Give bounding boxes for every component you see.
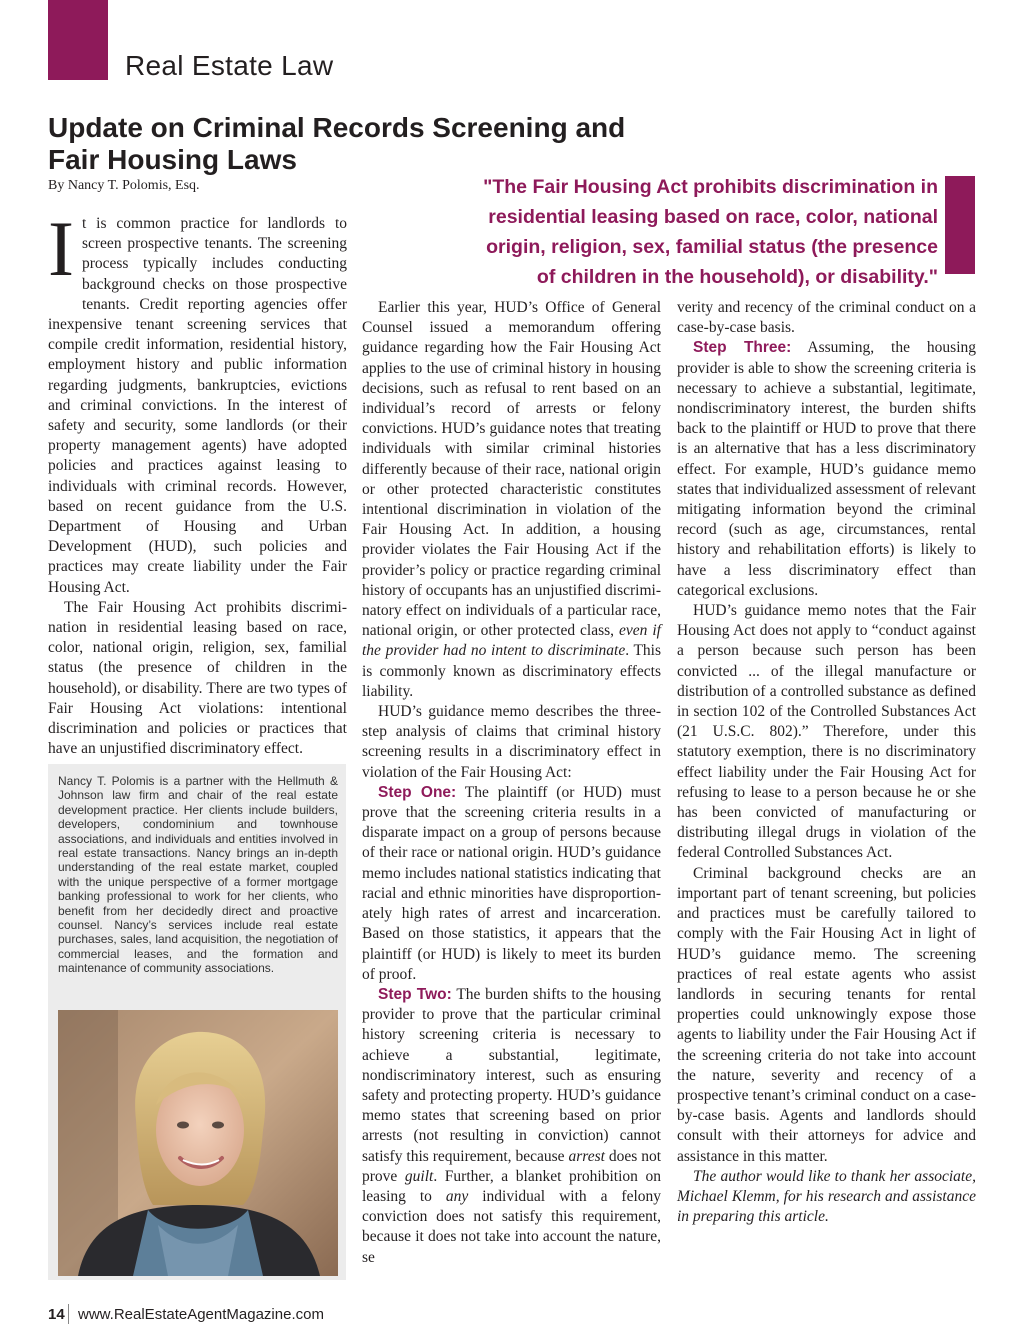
drop-cap: I: [48, 205, 74, 292]
paragraph-text: The plaintiff (or HUD) must prove that the screening criteria results in a disparate impact on a group of persons because of their race or national origin. HUD’s guidance memo includes national statistics indicating that racial and ethnic minorities have disproportionately high rates of arrest and incarceration. Based on those statistics, it appears that the plaintiff (or HUD) is likely to meet its burden of proof.: [362, 783, 661, 983]
paragraph-text: individual with a felony conviction does not satisfy this requirement, because it does not take into account the nature, se: [362, 1187, 662, 1266]
paragraph-text: does not prove: [362, 1147, 662, 1185]
author-photo: [58, 1010, 338, 1276]
section-title: Real Estate Law: [125, 50, 334, 81]
headline-line-1: Update on Criminal Records Screening and: [48, 112, 626, 143]
paragraph-text: Earlier this year, HUD’s Office of General Counsel issued a memorandum offering guidance regarding how the Fair Housing Act applies to the use of criminal history in housing decisions, such as refusal to rent based on an individual’s record of arrests or felony convictions. HUD’s guidance notes that treating individuals with similar criminal histories differently because of their race, national origin or other protected characteristic constitutes intentional discrimination in violation of the Fair Housing Act. In addition, a housing provider violates the Fair Housing Act if the provider’s policy or practice regarding criminal history of occupants has an unjustified discriminatory effect on individuals of a particular race, national origin, or other protected class,: [362, 299, 661, 640]
footer-divider: [68, 1304, 69, 1324]
pull-quote-bar: [945, 176, 975, 274]
emphasis-text: any: [445, 1187, 469, 1205]
step-one-label: Step One:: [378, 783, 457, 801]
paragraph-text: . Further, a blanket prohibition on leasing to: [362, 1167, 661, 1205]
author-portrait-image: [58, 1010, 338, 1276]
paragraph-text: The burden shifts to the housing provider to prove that the particular criminal history screening criteria is necessary to achieve a substantial, legitimate, nondiscriminatory interest, such as ensuring safety and protecting property. HUD’s guidance memo states that screening based on prior arrests (not resulting in conviction) cannot satisfy this requirement, because: [362, 985, 661, 1165]
headline-line-2: Fair Housing Laws: [48, 144, 297, 175]
pull-quote: [372, 172, 938, 292]
acknowledgement-text: The author would like to thank her associate, Michael Klemm, for his research and assistance in preparing this article.: [677, 1167, 976, 1226]
paragraph-text: t is common practice for landlords to screen prospective tenants. The screening process typically includes conducting background checks on those prospective tenants. Credit reporting agencies offer inexpensive tenant screening services that compile credit information, residential history, employment history and public information regarding judgments, bankruptcies, evictions and criminal convictions. In the interest of safety and security, some landlords (or their property management agents) have adopted policies and practices against leasing to individuals with criminal records. However, based on recent guidance from the U.S. Department of Housing and Urban Development (HUD), such policies and practices may create liability under the Fair Housing Act.: [48, 215, 347, 596]
paragraph: HUD’s guidance memo notes that the Fair Housing Act does not apply to “conduct against a person because such person has been convicted ... of the illegal manufacture or distribution of a controlled substance as defined in section 102 of the Controlled Substances Act (21 U.S.C. 802).” Therefore, under this statutory exemption, there is no discriminatory effect liability under the Fair Housing Act for refusing to lease to a person because he or she has been convicted of manufacturing or distributing illegal drugs in violation of the federal Controlled Substances Act.: [677, 602, 976, 862]
paragraph-text: Assuming, the housing provider is able to show the screening criteria is necessary to achieve a substantial, legitimate, nondiscriminatory interest, the burden shifts back to the plaintiff or HUD to prove that there is an alternative that has a less discriminatory effect. For example, HUD’s guidance memo states that individualized assessment of relevant mitigating information beyond the criminal record (such as age, circumstances, rental history and rehabilitation efforts) is likely to have a less discriminatory effect than categorical exclusions.: [677, 339, 976, 599]
article-column-2: [362, 298, 661, 1268]
emphasis-text: arrest: [568, 1147, 605, 1165]
pull-quote-line: "The Fair Housing Act prohibits discrimination in: [483, 176, 938, 198]
article-headline: [48, 112, 748, 176]
byline: By Nancy T. Polomis, Esq.: [48, 178, 200, 193]
footer-website-link[interactable]: www.RealEstateAgentMagazine.com: [78, 1306, 324, 1323]
paragraph: [48, 205, 347, 598]
paragraph: [362, 985, 661, 1268]
emphasis-text: guilt: [404, 1167, 434, 1185]
paragraph: verity and recency of the criminal conduct on a case-by-case basis.: [677, 299, 976, 337]
article-column-1: [48, 205, 347, 759]
acknowledgement: [677, 1167, 976, 1228]
emphasis-text: even if the provider had no intent to discriminate: [362, 622, 661, 660]
paragraph: [362, 783, 661, 985]
step-two-label: Step Two:: [378, 985, 452, 1003]
pull-quote-line: of children in the household), or disability.": [536, 266, 938, 288]
section-color-block: [48, 0, 108, 80]
paragraph: The Fair Housing Act prohibits discrimination in residential leasing based on race, color, national origin, religion, sex, familial status (the presence of children in the household), or disability. There are two types of Fair Housing Act violations: intentional discrimination and policies or practices that have an unjustified discriminatory effect.: [48, 598, 347, 758]
paragraph: [677, 338, 976, 601]
article-column-3: [677, 298, 976, 1227]
step-three-label: Step Three:: [693, 339, 792, 357]
page-number: 14: [48, 1306, 65, 1323]
paragraph: HUD’s guidance memo describes the three-step analysis of claims that criminal history screening results in a discriminatory effect in violation of the Fair Housing Act:: [362, 703, 661, 781]
paragraph-text: . This is commonly known as discriminatory effects liability.: [362, 642, 661, 700]
pull-quote-line: residential leasing based on race, color, national: [488, 206, 938, 228]
paragraph: [362, 298, 661, 702]
author-bio-text: Nancy T. Polomis is a partner with the Hellmuth & Johnson law firm and chair of the real estate development practice. Her clients include builders, developers, condominium and townhouse associations, and individuals and entities involved in real estate transactions. Nancy brings an in-depth understanding of the real estate market, coupled with the unique perspective of a former mortgage banking professional to work for her clients, who benefit from her decidedly direct and proactive counsel. Nancy’s services include real estate purchases, sales, land acquisition, the negotiation of commercial leases, and the formation and maintenance of community associations.: [58, 774, 338, 976]
paragraph: Criminal background checks are an important part of tenant screening, but policies and practices must be carefully tailored to comply with the Fair Housing Act in light of HUD’s guidance memo. The screening practices of real estate agents who assist landlords in securing tenants for rental properties could unknowingly expose those agents to liability under the Fair Housing Act if the screening criteria do not take into account the nature, severity and recency of a prospective tenant’s criminal conduct on a case-by-case basis. Agents and landlords should consult with their attorneys for advice and assistance in this matter.: [677, 864, 976, 1165]
author-bio-box: [48, 764, 346, 1280]
pull-quote-line: origin, religion, sex, familial status (the presence: [486, 236, 938, 258]
